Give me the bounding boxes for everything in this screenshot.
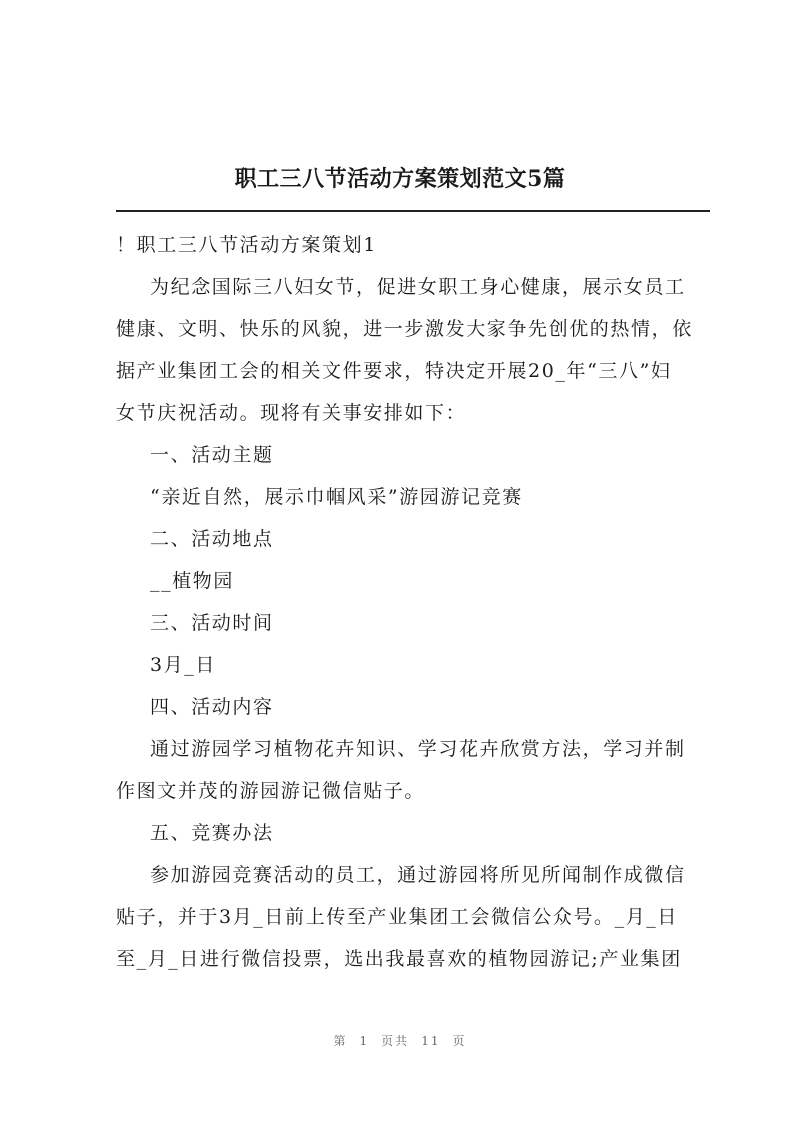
footer-suffix: 页: [452, 1034, 467, 1048]
paragraph-line: 通过游园学习植物花卉知识、学习花卉欣赏方法，学习并制: [150, 738, 686, 760]
section-subheading: 三、活动时间: [150, 612, 274, 634]
paragraph-line: 至_月_日进行微信投票，选出我最喜欢的植物园游记;产业集团: [116, 948, 682, 970]
section-subheading: 四、活动内容: [150, 696, 274, 718]
paragraph-line: 为纪念国际三八妇女节，促进女职工身心健康，展示女员工: [150, 276, 686, 298]
footer-prefix: 第: [333, 1034, 348, 1048]
paragraph-line: 健康、文明、快乐的风貌，进一步激发大家争先创优的热情，依: [116, 318, 693, 340]
paragraph-line: “亲近自然，展示巾帼风采”游园游记竞赛: [150, 486, 523, 508]
section-subheading: 五、竞赛办法: [150, 822, 274, 844]
paragraph-line: 参加游园竞赛活动的员工，通过游园将所见所闻制作成微信: [150, 864, 686, 886]
paragraph-line: 作图文并茂的游园游记微信贴子。: [116, 780, 426, 802]
document-title: 职工三八节活动方案策划范文5篇: [234, 166, 566, 192]
paragraph-line: 3月_日: [150, 654, 216, 676]
footer-total-pages: 11: [421, 1034, 441, 1048]
section-subheading: 一、活动主题: [150, 444, 274, 466]
paragraph-line: 贴子，并于3月_日前上传至产业集团工会微信公众号。_月_日: [116, 906, 678, 928]
page-footer: [0, 1033, 800, 1049]
section-heading: ！职工三八节活动方案策划1: [116, 234, 377, 256]
paragraph-line: 女节庆祝活动。现将有关事安排如下：: [116, 402, 467, 424]
footer-middle: 页共: [381, 1034, 410, 1048]
section-subheading: 二、活动地点: [150, 528, 274, 550]
footer-page-number: 1: [359, 1034, 370, 1048]
paragraph-line: __植物园: [150, 570, 235, 592]
paragraph-line: 据产业集团工会的相关文件要求，特决定开展20_年“三八”妇: [116, 360, 672, 382]
title-divider: [116, 210, 710, 212]
